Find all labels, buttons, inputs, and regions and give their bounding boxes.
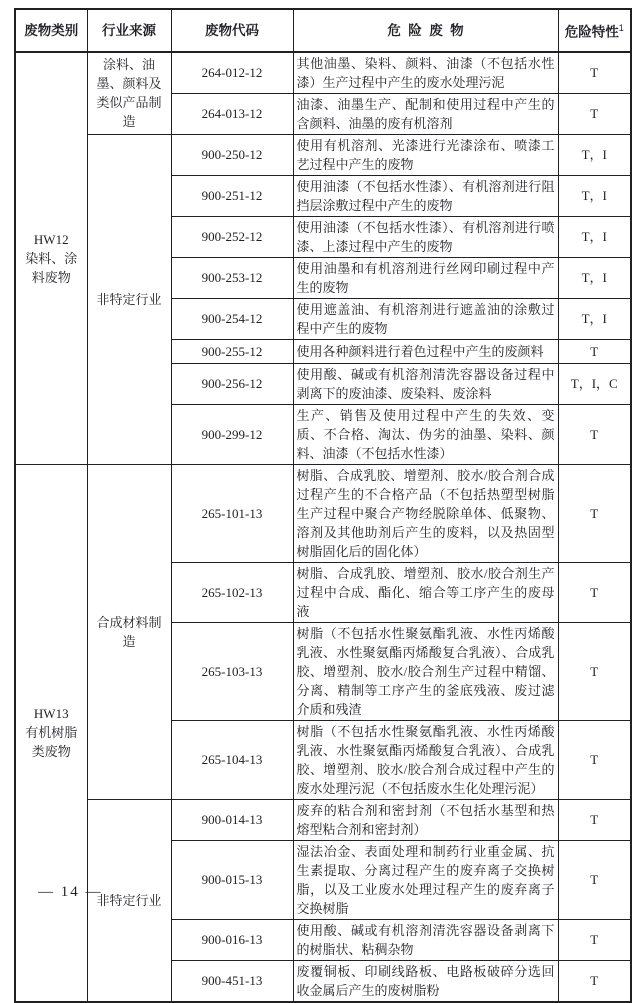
hazardous-waste-cell: 使用油漆（不包括水性漆）、有机溶剂进行喷漆、上漆过程中产生的废物 <box>293 216 558 257</box>
hazard-characteristic-cell: T <box>558 93 631 134</box>
hazardous-waste-cell: 树脂（不包括水性聚氨酯乳液、水性丙烯酸乳液、水性聚氨酯丙烯酸复合乳液）、合成乳胶、增塑剂、胶水/胶合剂生产过程中精馏、分离、精制等工序产生的釜底残液、废过滤介质和残渣 <box>293 622 558 720</box>
hazardous-waste-cell: 湿法冶金、表面处理和制药行业重金属、抗生素提取、分离过程产生的废弃离子交换树脂，以及工业废水处理过程产生的废弃离子交换树脂 <box>293 840 558 919</box>
hazardous-waste-cell: 使用油漆（不包括水性漆）、有机溶剂进行阻挡层涂敷过程中产生的废物 <box>293 175 558 216</box>
table-row <box>15 464 631 562</box>
header-hazard-characteristic <box>558 9 631 52</box>
hazard-characteristic-cell: T，I <box>558 216 631 257</box>
hazardous-waste-cell: 废覆铜板、印刷线路板、电路板破碎分选回收金属后产生的废树脂粉 <box>293 960 558 1002</box>
hazardous-waste-cell: 树脂（不包括水性聚氨酯乳液、水性丙烯酸乳液、水性聚氨酯丙烯酸复合乳液）、合成乳胶、增塑剂、胶水/胶合剂合成过程中产生的废水处理污泥（不包括废水生化处理污泥） <box>293 720 558 799</box>
hazardous-waste-cell: 废弃的粘合剂和密封剂（不包括水基型和热熔型粘合剂和密封剂） <box>293 799 558 840</box>
category-name: 有机树脂类废物 <box>25 725 78 759</box>
waste-code-cell: 900-251-12 <box>171 175 293 216</box>
hazard-characteristic-cell: T <box>558 464 631 562</box>
industry-source-cell: 涂料、油墨、颜料及类似产品制造 <box>87 52 171 135</box>
hazardous-waste-cell: 使用有机溶剂、光漆进行光漆涂布、喷漆工艺过程中产生的废物 <box>293 134 558 175</box>
hazardous-waste-cell: 树脂、合成乳胶、增塑剂、胶水/胶合剂合成过程产生的不合格产品（不包括热塑型树脂生产过程中聚合产物经脱除单体、低聚物、溶剂及其他助剂后产生的废料，以及热固型树脂固化后的固化体） <box>293 464 558 562</box>
waste-code-cell: 900-255-12 <box>171 339 293 363</box>
waste-code-cell: 900-250-12 <box>171 134 293 175</box>
category-name: 染料、涂料废物 <box>25 250 78 285</box>
waste-code-cell: 900-015-13 <box>171 840 293 919</box>
waste-code-cell: 265-104-13 <box>171 720 293 799</box>
hazardous-waste-cell: 使用各种颜料进行着色过程中产生的废颜料 <box>293 339 558 363</box>
hazard-characteristic-cell: T <box>558 799 631 840</box>
table-row <box>15 52 631 94</box>
table-header-row <box>15 9 631 52</box>
hazard-characteristic-cell: T <box>558 840 631 919</box>
category-code: HW13 <box>33 706 69 721</box>
hazardous-waste-cell: 油漆、油墨生产、配制和使用过程中产生的含颜料、油墨的废有机溶剂 <box>293 93 558 134</box>
hazardous-waste-cell: 使用酸、碱或有机溶剂清洗容器设备剥离下的树脂状、粘稠杂物 <box>293 919 558 960</box>
page-number: — 14 — <box>38 884 103 900</box>
table-row <box>15 134 631 175</box>
hazard-characteristic-cell: T，I <box>558 134 631 175</box>
header-hazardous-waste: 危险废物 <box>293 9 558 52</box>
hazard-characteristic-cell: T <box>558 919 631 960</box>
table-row <box>15 799 631 840</box>
waste-code-cell: 265-103-13 <box>171 622 293 720</box>
industry-source-cell: 合成材料制造 <box>87 464 171 799</box>
waste-code-cell: 900-299-12 <box>171 404 293 464</box>
waste-category-cell <box>15 52 87 465</box>
document-page <box>0 8 642 998</box>
hazard-characteristic-cell: T <box>558 339 631 363</box>
waste-code-cell: 900-451-13 <box>171 960 293 1002</box>
hazard-characteristic-cell: T，I <box>558 257 631 298</box>
hazardous-waste-cell: 使用油墨和有机溶剂进行丝网印刷过程中产生的废物 <box>293 257 558 298</box>
hazardous-waste-cell: 树脂、合成乳胶、增塑剂、胶水/胶合剂生产过程中合成、酯化、缩合等工序产生的废母液 <box>293 562 558 622</box>
hazard-characteristic-cell: T <box>558 720 631 799</box>
hazard-characteristic-cell: T，I，C <box>558 363 631 404</box>
waste-code-cell: 900-256-12 <box>171 363 293 404</box>
hazard-characteristic-cell: T <box>558 562 631 622</box>
waste-code-cell: 900-252-12 <box>171 216 293 257</box>
hazard-characteristic-cell: T，I <box>558 298 631 339</box>
waste-code-cell: 900-254-12 <box>171 298 293 339</box>
hazard-characteristic-cell: T <box>558 960 631 1002</box>
waste-code-cell: 265-101-13 <box>171 464 293 562</box>
waste-code-cell: 264-013-12 <box>171 93 293 134</box>
footnote-superscript: 1 <box>618 23 624 33</box>
hazard-characteristic-cell: T <box>558 404 631 464</box>
category-code: HW12 <box>33 231 69 247</box>
waste-code-cell: 900-016-13 <box>171 919 293 960</box>
hazardous-waste-cell: 其他油墨、染料、颜料、油漆（不包括水性漆）生产过程中产生的废水处理污泥 <box>293 52 558 94</box>
waste-category-cell <box>15 464 87 1002</box>
hazard-characteristic-cell: T，I <box>558 175 631 216</box>
waste-code-cell: 900-014-13 <box>171 799 293 840</box>
hazardous-waste-cell: 使用酸、碱或有机溶剂清洗容器设备过程中剥离下的废油漆、废染料、废涂料 <box>293 363 558 404</box>
hazard-characteristic-cell: T <box>558 52 631 94</box>
hazardous-waste-table <box>14 8 632 1003</box>
waste-code-cell: 265-102-13 <box>171 562 293 622</box>
header-industry-source: 行业来源 <box>87 9 171 52</box>
waste-code-cell: 900-253-12 <box>171 257 293 298</box>
header-hazard-characteristic-label: 危险特性 <box>564 24 619 40</box>
header-waste-category: 废物类别 <box>15 9 87 52</box>
industry-source-cell: 非特定行业 <box>87 134 171 464</box>
hazardous-waste-cell: 生产、销售及使用过程中产生的失效、变质、不合格、淘汰、伪劣的油墨、染料、颜料、油漆（不包括水性漆） <box>293 404 558 464</box>
hazard-characteristic-cell: T <box>558 622 631 720</box>
hazardous-waste-cell: 使用遮盖油、有机溶剂进行遮盖油的涂敷过程中产生的废物 <box>293 298 558 339</box>
waste-code-cell: 264-012-12 <box>171 52 293 94</box>
header-waste-code: 废物代码 <box>171 9 293 52</box>
industry-source-cell: 非特定行业 <box>87 799 171 1002</box>
